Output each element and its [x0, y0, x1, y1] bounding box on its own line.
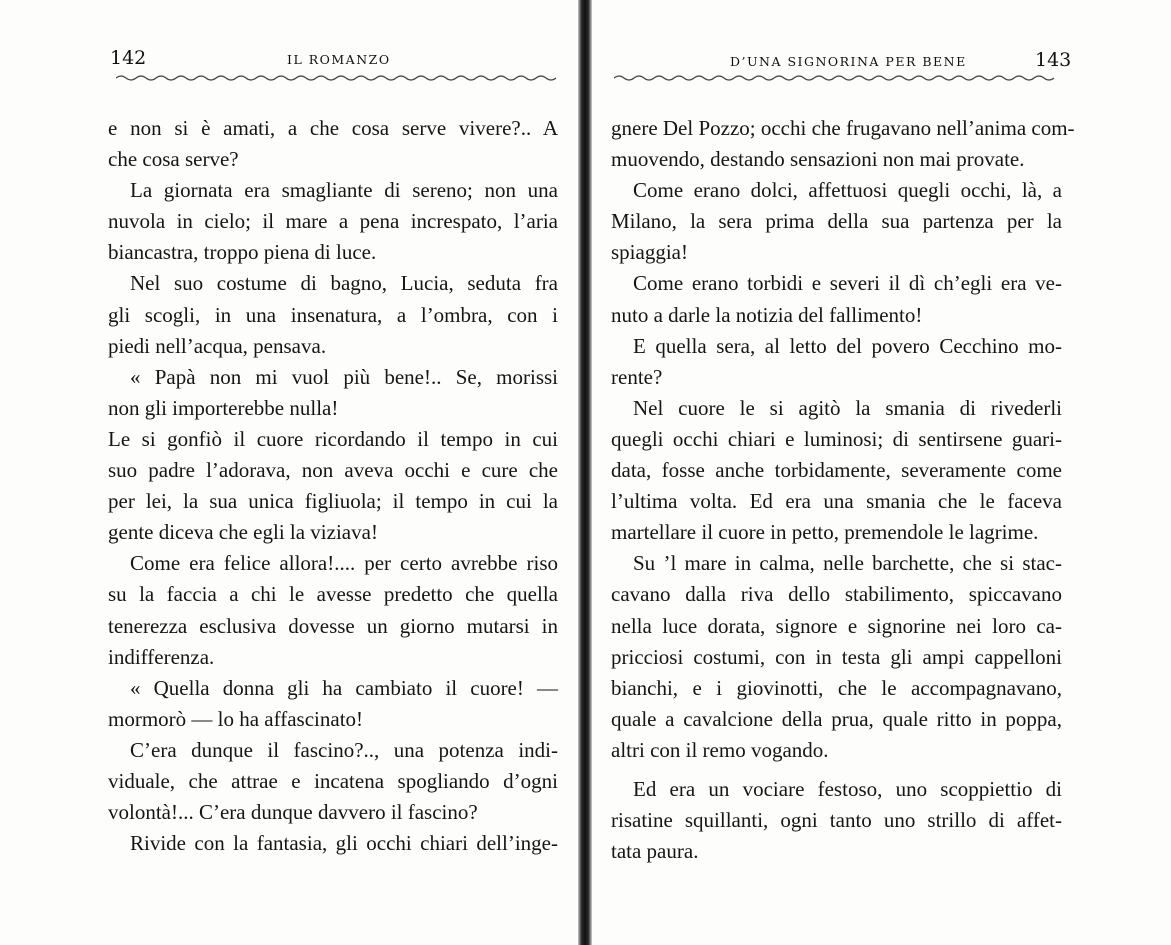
left-page-body: [108, 113, 558, 859]
text-line: Come era felice allora!.... per certo avrebbe riso: [130, 551, 558, 576]
text-line: gnere Del Pozzo; occhi che frugavano nell’anima com-: [611, 116, 1075, 140]
text-line: La giornata era smagliante di sereno; non una: [130, 178, 558, 203]
text-line: biancastra, troppo piena di luce.: [108, 240, 377, 265]
text-line: quale a cavalcione della prua, quale ritto in poppa,: [611, 706, 1062, 731]
text-line: Ed era un vociare festoso, uno scoppiettio di: [633, 776, 1062, 801]
text-line: Nel suo costume di bagno, Lucia, seduta fra: [130, 271, 558, 296]
text-line: l’ultima volta. Ed era una smania che le faceva: [611, 489, 1062, 514]
text-line: data, fosse anche torbidamente, severamente come: [611, 458, 1062, 483]
text-line: nuto a darle la notizia del fallimento!: [611, 302, 923, 327]
text-line: per lei, la sua unica figliuola; il tempo in cui la: [108, 489, 558, 514]
text-line: su la faccia a chi le avesse predetto che quella: [108, 582, 558, 607]
text-line: Milano, la sera prima della sua partenza per la: [611, 209, 1062, 234]
text-line: bianchi, e i giovinotti, che le accompagnavano,: [611, 675, 1062, 700]
left-running-title: IL ROMANZO: [287, 52, 391, 67]
text-line: e non si è amati, a che cosa serve vivere?.. A: [108, 116, 558, 140]
text-line: tenerezza esclusiva dovesse un giorno mutarsi in: [108, 613, 558, 638]
text-line: Come erano torbidi e severi il dì ch’egli era ve-: [633, 271, 1062, 296]
text-line: volontà!... C’era dunque davvero il fascino?: [108, 800, 478, 825]
text-line: Su ’l mare in calma, nelle barchette, che si stac-: [633, 551, 1062, 576]
text-line: C’era dunque il fascino?.., una potenza indi-: [130, 737, 558, 762]
text-line: spiaggia!: [611, 240, 688, 265]
text-line: gente diceva che egli la viziava!: [108, 520, 378, 545]
text-line: risatine squillanti, ogni tanto uno strillo di affet-: [611, 808, 1062, 833]
text-line: cavano dalla riva dello stabilimento, spiccavano: [611, 582, 1062, 607]
text-line: E quella sera, al letto del povero Cecchino mo-: [633, 333, 1062, 358]
text-line: muovendo, destando sensazioni non mai provate.: [611, 147, 1025, 172]
text-line: suo padre l’adorava, non aveva occhi e cure che: [108, 458, 558, 483]
right-running-title: D’UNA SIGNORINA PER BENE: [730, 54, 967, 69]
text-line: quegli occhi chiari e luminosi; di sentirsene guari-: [611, 426, 1062, 451]
text-line: pricciosi costumi, con in testa gli ampi cappelloni: [611, 644, 1062, 669]
left-page-number: 142: [110, 47, 147, 69]
right-page-body: [611, 113, 1075, 867]
text-line: Nel cuore le si agitò la smania di rivederli: [633, 395, 1062, 420]
right-page-number: 143: [1035, 49, 1072, 71]
text-line: rente?: [611, 364, 663, 389]
text-line: che cosa serve?: [108, 147, 239, 172]
text-line: nella luce dorata, signore e signorine nei loro ca-: [611, 613, 1062, 638]
text-line: Come erano dolci, affettuosi quegli occhi, là, a: [633, 178, 1062, 203]
right-ornamental-rule: [614, 74, 1064, 84]
text-line: viduale, che attrae e incatena spogliando d’ogni: [108, 768, 558, 793]
text-line: « Papà non mi vuol più bene!.. Se, morissi: [130, 364, 558, 389]
text-line: tata paura.: [611, 839, 699, 864]
text-line: gli scogli, in una insenatura, a l’ombra, con i: [108, 302, 558, 327]
book-gutter: [578, 0, 592, 945]
text-line: nuvola in cielo; il mare a pena increspato, l’aria: [108, 209, 558, 234]
text-line: indifferenza.: [108, 644, 215, 669]
text-line: martellare il cuore in petto, premendole le lagrime.: [611, 520, 1039, 545]
paragraph-gap: [611, 766, 1062, 774]
text-line: mormorò — lo ha affascinato!: [108, 706, 364, 731]
text-line: Rivide con la fantasia, gli occhi chiari dell’inge-: [130, 831, 558, 856]
left-ornamental-rule: [116, 74, 558, 84]
text-line: altri con il remo vogando.: [611, 737, 829, 762]
text-line: « Quella donna gli ha cambiato il cuore! —: [130, 675, 558, 700]
text-line: Le si gonfiò il cuore ricordando il tempo in cui: [108, 426, 558, 451]
text-line: piedi nell’acqua, pensava.: [108, 333, 327, 358]
text-line: non gli importerebbe nulla!: [108, 395, 339, 420]
